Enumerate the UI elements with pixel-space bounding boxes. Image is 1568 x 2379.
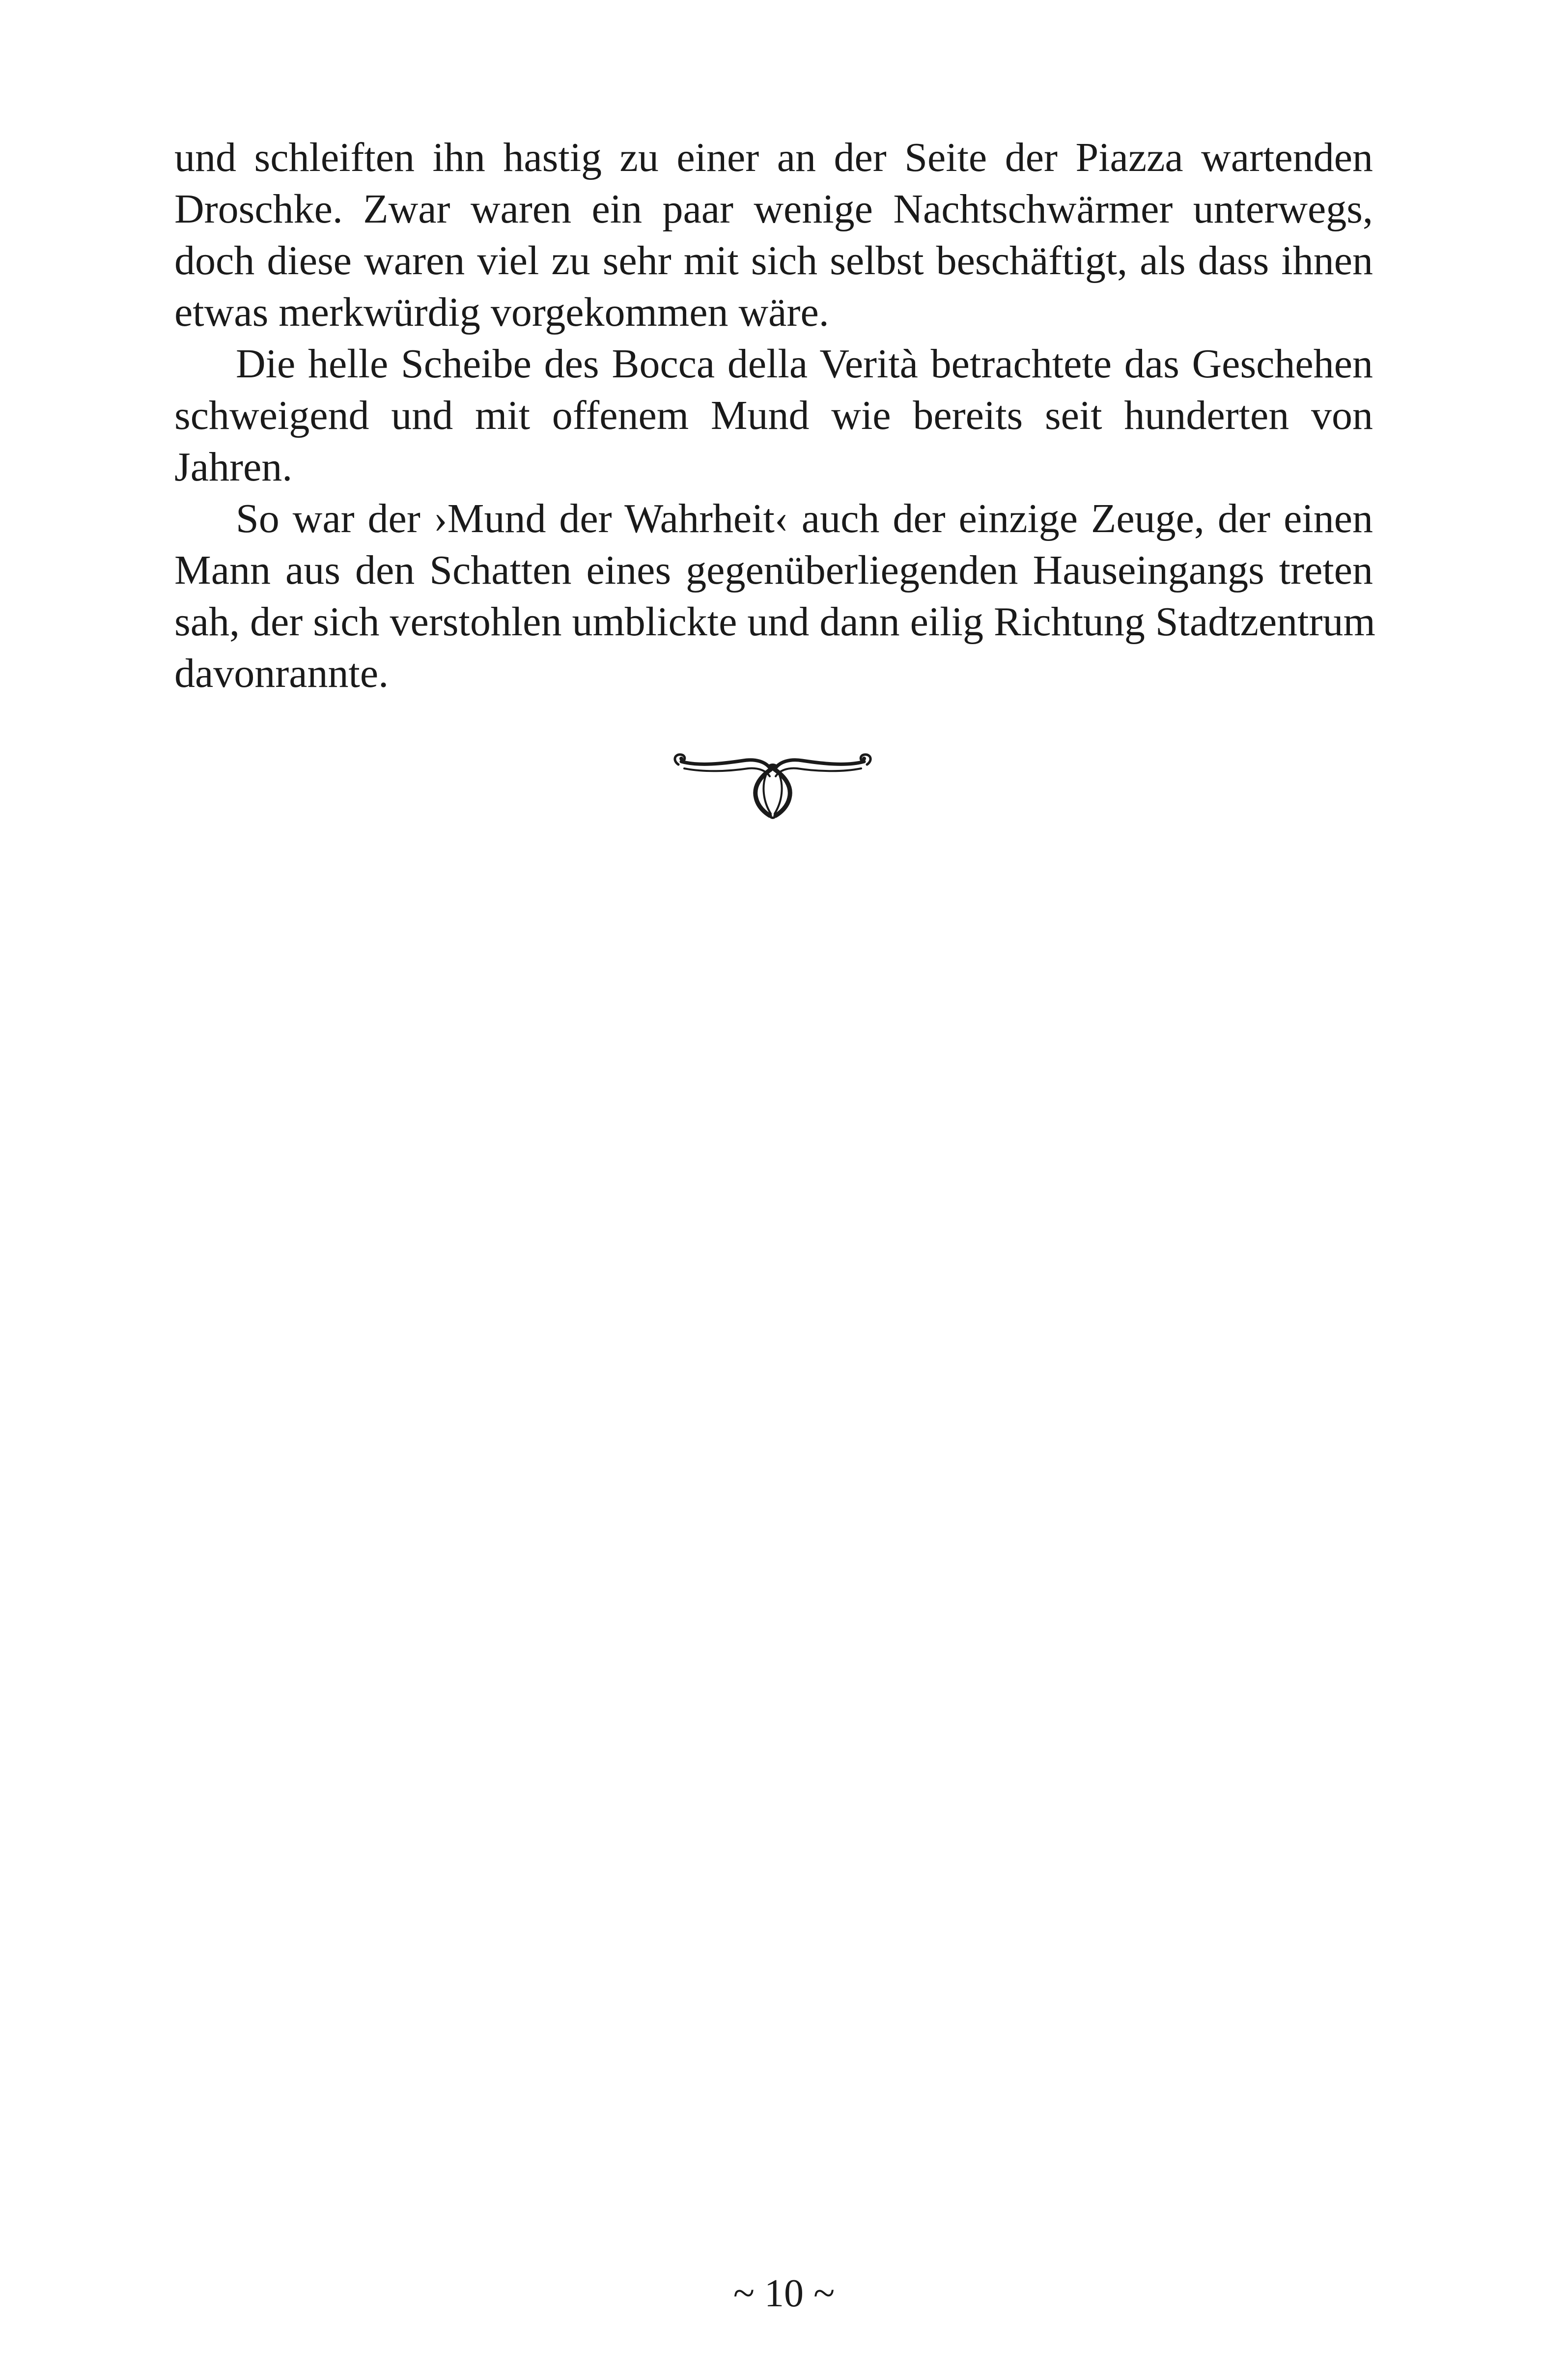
paragraph-1 <box>174 132 1373 338</box>
scroll-ornament-icon <box>670 747 876 821</box>
text-line: davonrannte. <box>174 651 389 696</box>
body-text <box>174 132 1373 699</box>
text-line: Mann aus den Schatten eines gegenüberliegenden Hauseingangs treten <box>174 547 1373 593</box>
text-line: So war der ›Mund der Wahrheit‹ auch der einzige Zeuge, der einen <box>236 496 1373 541</box>
paragraph-3 <box>174 493 1373 699</box>
text-line: und schleiften ihn hastig zu einer an der Seite der Piazza wartenden <box>174 135 1373 180</box>
text-line: schweigend und mit offenem Mund wie bereits seit hunderten von <box>174 393 1373 438</box>
paragraph-2 <box>174 338 1373 493</box>
page-number: ~ 10 ~ <box>733 2272 835 2315</box>
text-line: doch diese waren viel zu sehr mit sich selbst beschäftigt, als dass ihnen <box>174 238 1373 283</box>
text-line: sah, der sich verstohlen umblickte und dann eilig Richtung Stadtzentrum <box>174 599 1375 645</box>
text-line: Jahren. <box>174 444 293 490</box>
text-line: etwas merkwürdig vorgekommen wäre. <box>174 289 829 335</box>
text-line: Droschke. Zwar waren ein paar wenige Nachtschwärmer unterwegs, <box>174 186 1373 232</box>
text-line: Die helle Scheibe des Bocca della Verità betrachtete das Geschehen <box>236 341 1373 387</box>
